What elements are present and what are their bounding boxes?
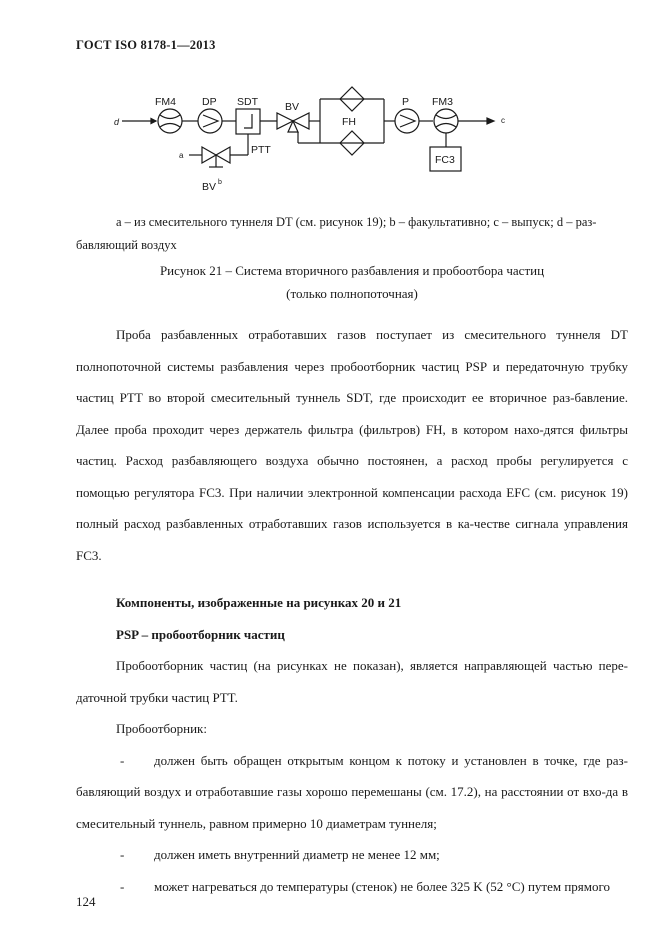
diagram-label-fc3: FC3 [435,154,455,166]
list-item [76,839,628,871]
diagram-label-bv: BV [285,101,300,113]
fm4-flowmeter-symbol [158,109,182,133]
page-number: 124 [76,894,96,909]
bv-bottom-valve-symbol [202,147,216,163]
list-dash: - [120,847,125,862]
list-item-text: может нагреваться до температуры (стенок) не более 325 K (52 °C) путем прямого [154,878,611,894]
fm3-flowmeter-symbol [434,109,458,133]
diagram-label-b-superscript: b [218,179,222,186]
diagram-label-fm3: FM3 [432,96,453,108]
diagram-label-dp: DP [202,96,217,108]
diagram-label-p: P [402,96,410,108]
list-item-text: должен быть обращен открытым концом к потоку и установлен в точке, где раз-бавляющий воздух и отработавшие газы хорошо перемешаны (см. 17.2), на расстоянии от вхо-да в смесительный туннель, равном примерно 10 диаметрам туннеля; [76,752,628,831]
section-heading-components: Компоненты, изображенные на рисунках 20 и 21 [116,595,402,610]
diagram-label-fm4: FM4 [155,96,176,108]
sdt-tunnel-symbol [236,109,260,134]
list-item-text: должен иметь внутренний диаметр не менее 12 мм; [154,847,440,862]
figure-caption: Рисунок 21 – Система вторичного разбавления и пробоотбора частиц [159,263,545,278]
paragraph-probe-intro: Пробоотборник: [116,721,207,736]
list-item [76,871,628,903]
diagram-label-bv-bottom: BV [202,181,217,193]
diagram-label-fh: FH [342,116,356,128]
legend-line-1: a – из смесительного туннеля DT (см. рисунок 19); b – факультативно; c – выпуск; d – раз- [116,215,597,229]
diagram-label-d: d [114,117,120,127]
list-dash: - [120,878,125,894]
section-heading-psp: PSP – пробоотборник частиц [116,626,285,642]
legend-line-2: бавляющий воздух [76,238,177,252]
dilution-system-diagram [108,80,528,195]
diagram-label-a: a [179,151,184,160]
diagram-label-c: c [501,116,505,125]
paragraph-psp-description: Пробоотборник частиц (на рисунках не показан), является направляющей частью пере-даточной трубки частиц PTT. [76,658,628,705]
figure-caption-subtitle: (только полнопоточная) [286,286,418,301]
figure-legend [76,211,628,257]
list-item [76,745,628,840]
paragraph-sample-description: Проба разбавленных отработавших газов поступает из смесительного туннеля DT полнопоточной системы разбавления через пробоотборник частиц PSP и передаточную трубку частиц PTT во второй смесительный туннель SDT, где происходит ее вторичное раз-бавление. Далее проба проходит через держатель фильтра (фильтров) FH, в котором нахо-дятся фильтры частиц. Расход разбавляющего воздуха обычно постоянен, а расход пробы регулируется с помощью регулятора FC3. При наличии электронной компенсации расхода EFC (см. рисунок 19) полный расход разбавленных отработавших газов используется в ка-честве сигнала управления FC3. [76,327,628,563]
diagram-label-sdt: SDT [237,96,258,108]
document-header: ГОСТ ISO 8178-1—2013 [76,38,216,52]
list-dash: - [120,752,125,768]
diagram-label-ptt: PTT [251,144,271,156]
body-text [76,319,628,902]
